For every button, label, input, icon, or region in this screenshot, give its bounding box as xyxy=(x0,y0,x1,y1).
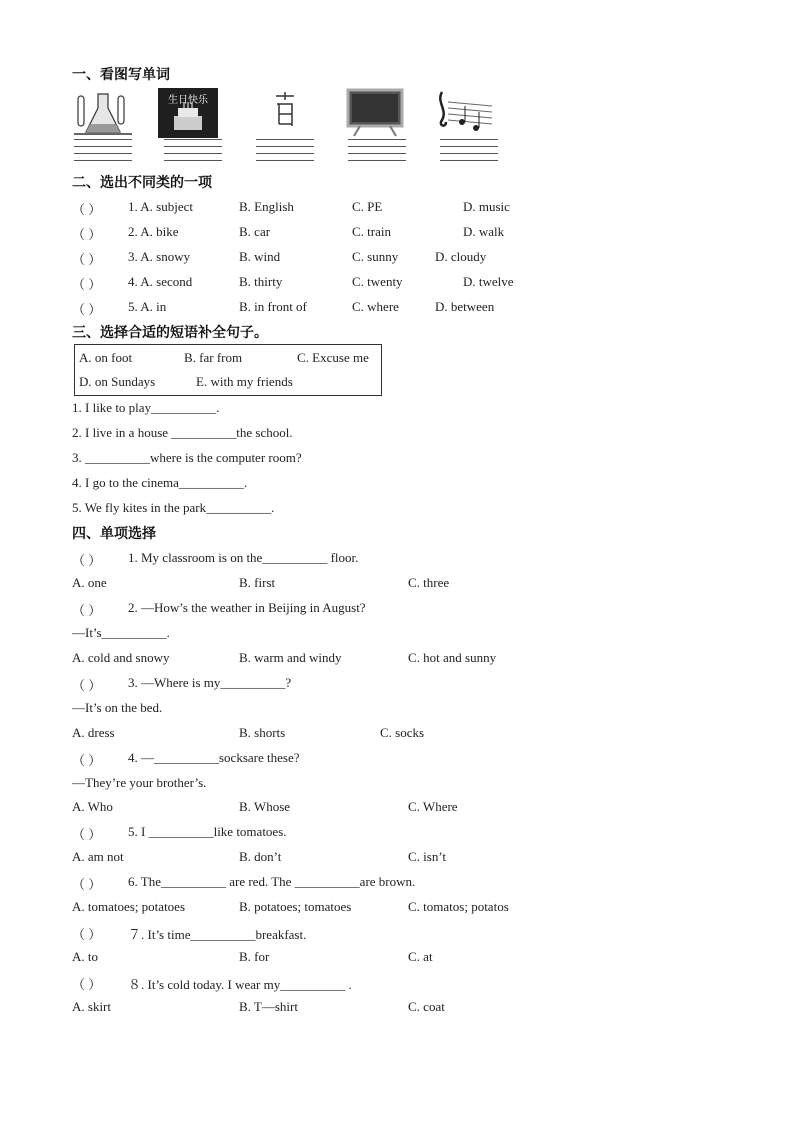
q4-option-b: B. Whose xyxy=(239,799,291,814)
paren-4-7[interactable]: （ ） xyxy=(72,927,102,942)
s3-sentence-1[interactable]: 1. I like to play__________. xyxy=(72,400,220,415)
answer-lines-2[interactable] xyxy=(164,139,222,167)
q6-stem: 6. The__________ are red. The __________are brown. xyxy=(128,874,416,889)
section2-title: 二、选出不同类的一项 xyxy=(72,175,212,191)
section3-title: 三、选择合适的短语补全句子。 xyxy=(72,325,268,341)
s3-sentence-5[interactable]: 5. We fly kites in the park__________. xyxy=(72,500,275,515)
q2-option-b: B. warm and windy xyxy=(239,650,342,665)
q4-option-a: A. Who xyxy=(72,799,113,814)
s2-item4-c: C. twenty xyxy=(352,274,403,289)
s2-item5-a: 5. A. in xyxy=(128,299,167,314)
section1-title: 一、看图写单词 xyxy=(72,67,170,83)
q5-option-a: A. am not xyxy=(72,849,124,864)
s2-item3-d: D. cloudy xyxy=(435,249,487,264)
s2-item4-d: D. twelve xyxy=(463,274,514,289)
q8-option-b: B. T—shirt xyxy=(239,999,298,1014)
q3-option-a: A. dress xyxy=(72,725,115,740)
q4-stem: 4. —__________socksare these? xyxy=(128,750,300,765)
paren-2-5[interactable]: （ ） xyxy=(72,302,102,317)
q1-option-a: A. one xyxy=(72,575,107,590)
q1-stem: 1. My classroom is on the__________ floor. xyxy=(128,550,359,565)
q3-reply: —It’s on the bed. xyxy=(72,700,163,715)
paren-2-1[interactable]: （ ） xyxy=(72,202,102,217)
birthday-cake-icon xyxy=(158,88,218,138)
paren-4-5[interactable]: （ ） xyxy=(72,827,102,842)
s2-item1-a: 1. A. subject xyxy=(128,199,193,214)
q2-reply: —It’s__________. xyxy=(72,625,170,640)
phrase-a: A. on foot xyxy=(79,350,133,365)
q7-option-b: B. for xyxy=(239,949,270,964)
answer-lines-4[interactable] xyxy=(348,139,406,167)
paren-2-2[interactable]: （ ） xyxy=(72,227,102,242)
q1-option-c: C. three xyxy=(408,575,450,590)
paren-2-3[interactable]: （ ） xyxy=(72,252,102,267)
q3-option-b: B. shorts xyxy=(239,725,286,740)
paren-4-3[interactable]: （ ） xyxy=(72,678,102,693)
q4-option-c: C. Where xyxy=(408,799,458,814)
paren-4-2[interactable]: （ ） xyxy=(72,603,102,618)
s2-item1-d: D. music xyxy=(463,199,510,214)
q5-option-c: C. isn’t xyxy=(408,849,447,864)
q2-option-c: C. hot and sunny xyxy=(408,650,497,665)
s2-item2-c: C. train xyxy=(352,224,391,239)
phrase-e: E. with my friends xyxy=(196,374,293,389)
s2-item5-b: B. in front of xyxy=(239,299,307,314)
birthday-text: 生日快乐 xyxy=(168,95,208,106)
s2-item5-d: D. between xyxy=(435,299,495,314)
paren-4-8[interactable]: （ ） xyxy=(72,977,102,992)
paren-4-1[interactable]: （ ） xyxy=(72,553,102,568)
q7-stem: ７. It’s time__________breakfast. xyxy=(128,927,307,942)
q8-option-c: C. coat xyxy=(408,999,445,1014)
paren-4-6[interactable]: （ ） xyxy=(72,877,102,892)
blackboard-icon xyxy=(346,88,404,138)
s3-sentence-2[interactable]: 2. I live in a house __________the school. xyxy=(72,425,293,440)
answer-lines-5[interactable] xyxy=(440,139,498,167)
s2-item3-c: C. sunny xyxy=(352,249,399,264)
q6-option-b: B. potatoes; tomatoes xyxy=(239,899,352,914)
s2-item4-a: 4. A. second xyxy=(128,274,193,289)
s2-item5-c: C. where xyxy=(352,299,399,314)
q2-stem: 2. —How’s the weather in Beijing in August? xyxy=(128,600,366,615)
s2-item1-c: C. PE xyxy=(352,199,383,214)
q2-option-a: A. cold and snowy xyxy=(72,650,170,665)
s2-item2-b: B. car xyxy=(239,224,271,239)
q7-option-a: A. to xyxy=(72,949,98,964)
q5-stem: 5. I __________like tomatoes. xyxy=(128,824,287,839)
answer-lines-1[interactable] xyxy=(74,139,132,167)
q3-option-c: C. socks xyxy=(380,725,425,740)
phrase-c: C. Excuse me xyxy=(297,350,369,365)
section4-title: 四、单项选择 xyxy=(72,526,156,542)
q1-option-b: B. first xyxy=(239,575,276,590)
q8-stem: ８. It’s cold today. I wear my__________ . xyxy=(128,977,352,992)
s2-item3-b: B. wind xyxy=(239,249,281,264)
s2-item3-a: 3. A. snowy xyxy=(128,249,191,264)
q6-option-c: C. tomatos; potatos xyxy=(408,899,509,914)
q6-option-a: A. tomatoes; potatoes xyxy=(72,899,186,914)
s2-item2-d: D. walk xyxy=(463,224,505,239)
s2-item1-b: B. English xyxy=(239,199,294,214)
q5-option-b: B. don’t xyxy=(239,849,282,864)
chinese-character-icon xyxy=(270,88,300,138)
s3-sentence-4[interactable]: 4. I go to the cinema__________. xyxy=(72,475,248,490)
paren-2-4[interactable]: （ ） xyxy=(72,277,102,292)
flask-icon xyxy=(72,88,134,138)
q3-stem: 3. —Where is my__________? xyxy=(128,675,292,690)
q7-option-c: C. at xyxy=(408,949,433,964)
phrase-d: D. on Sundays xyxy=(79,374,156,389)
paren-4-4[interactable]: （ ） xyxy=(72,753,102,768)
answer-lines-3[interactable] xyxy=(256,139,314,167)
phrase-b: B. far from xyxy=(184,350,243,365)
q8-option-a: A. skirt xyxy=(72,999,111,1014)
s3-sentence-3[interactable]: 3. __________where is the computer room? xyxy=(72,450,302,465)
music-notes-icon xyxy=(434,88,494,138)
s2-item4-b: B. thirty xyxy=(239,274,283,289)
q4-reply: —They’re your brother’s. xyxy=(72,775,207,790)
s2-item2-a: 2. A. bike xyxy=(128,224,179,239)
